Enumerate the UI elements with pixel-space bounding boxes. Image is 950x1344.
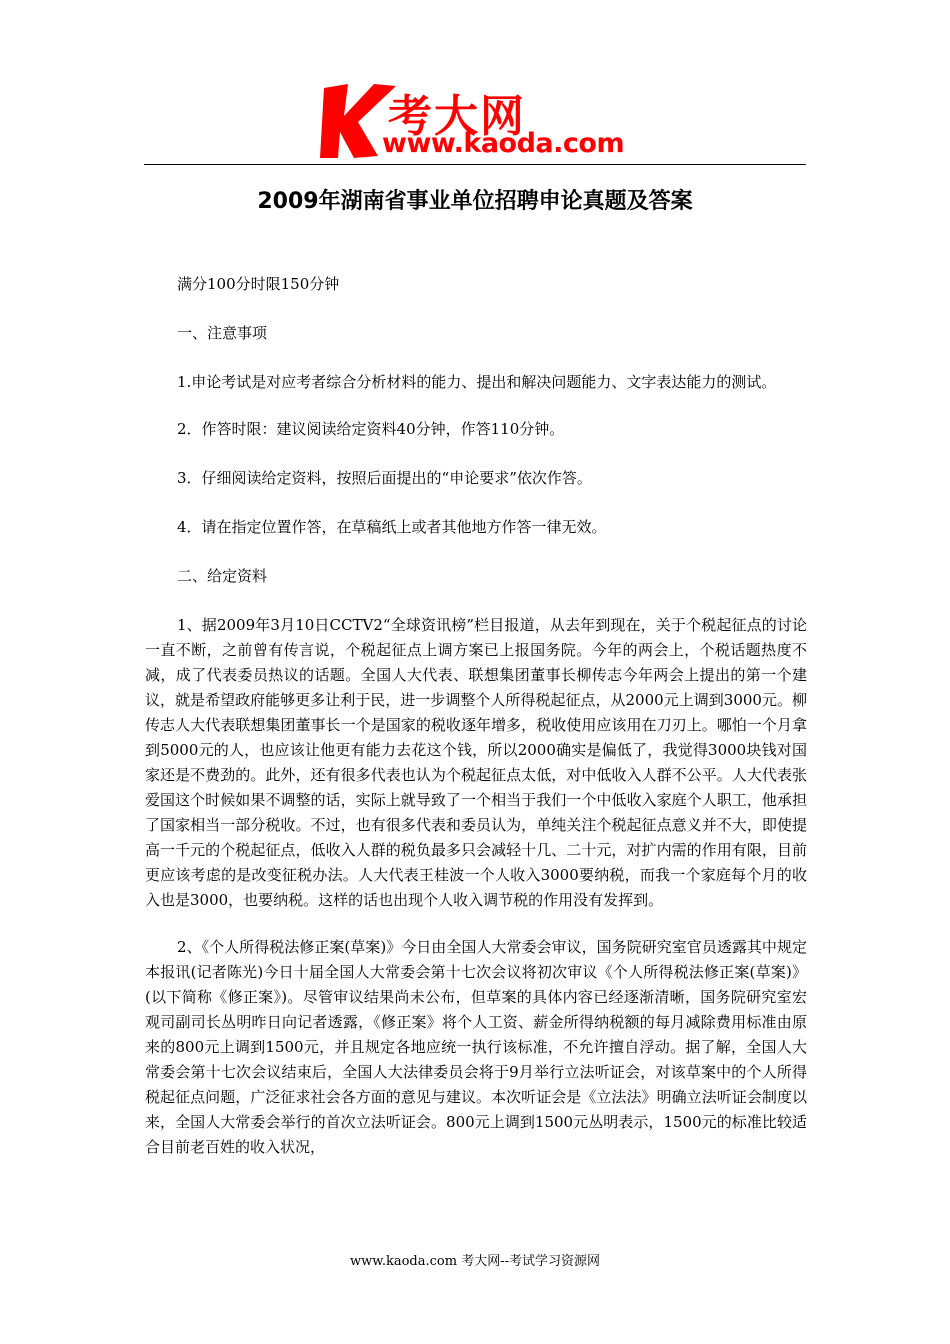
- material-paragraph: 2、《个人所得税法修正案(草案)》今日由全国人大常委会审议，国务院研究室官员透露其中规定本报讯(记者陈光)今日十届全国人大常委会第十七次会议将初次审议《个人所得税法修正案(草案)》(以下简称《修正案》)。尽管审议结果尚未公布，但草案的具体内容已经逐渐清晰，国务院研究室宏观司副司长丛明昨日向记者透露，《修正案》将个人工资、薪金所得纳税额的每月减除费用标准由原来的800元上调到1500元，并且规定各地应统一执行该标准，不允许擅自浮动。据了解，全国人大常委会第十七次会议结束后，全国人大法律委员会将于9月举行立法听证会，对该草案中的个人所得税起征点问题，广泛征求社会各方面的意见与建议。本次听证会是《立法法》明确立法听证会制度以来，全国人大常委会举行的首次立法听证会。800元上调到1500元丛明表示，1500元的标准比较适合目前老百姓的收入状况，: [145, 938, 807, 1156]
- notice-item: 2．作答时限：建议阅读给定资料40分钟，作答110分钟。: [177, 420, 565, 438]
- logo-text: 考大网: [388, 91, 526, 142]
- document-body: [145, 272, 807, 1182]
- page-footer[interactable]: www.kaoda.com 考大网--考试学习资源网: [350, 1254, 600, 1269]
- notice-item: 1.申论考试是对应考者综合分析材料的能力、提出和解决问题能力、文字表达能力的测试。: [177, 373, 777, 391]
- section-heading: 一、注意事项: [177, 324, 268, 342]
- page-title: 2009年湖南省事业单位招聘申论真题及答案: [257, 189, 693, 214]
- section-heading: 二、给定资料: [177, 567, 268, 585]
- logo[interactable]: [318, 78, 648, 162]
- logo-url: www.kaoda.com: [382, 128, 625, 159]
- exam-info: 满分100分时限150分钟: [177, 275, 340, 293]
- notice-item: 4．请在指定位置作答，在草稿纸上或者其他地方作答一律无效。: [177, 518, 607, 536]
- material-paragraph: 1、据2009年3月10日CCTV2“全球资讯榜”栏目报道，从去年到现在，关于个税起征点的讨论一直不断，之前曾有传言说，个税起征点上调方案已上报国务院。今年的两会上，个税话题热度不减，成了代表委员热议的话题。全国人大代表、联想集团董事长柳传志今年两会上提出的第一个建议，就是希望政府能够更多让利于民，进一步调整个人所得税起征点，从2000元上调到3000元。柳传志人大代表联想集团董事长一个是国家的税收逐年增多，税收使用应该用在刀刃上。哪怕一个月拿到5000元的人，也应该让他更有能力去花这个钱，所以2000确实是偏低了，我觉得3000块钱对国家还是不费劲的。此外，还有很多代表也认为个税起征点太低，对中低收入人群不公平。人大代表张爱国这个时候如果不调整的话，实际上就导致了一个相当于我们一个中低收入家庭个人职工，他承担了国家相当一部分税收。不过，也有很多代表和委员认为，单纯关注个税起征点意义并不大，即使提高一千元的个税起征点，低收入人群的税负最多只会减轻十几、二十元，对扩内需的作用有限，目前更应该考虑的是改变征税办法。人大代表王桂波一个人收入3000要纳税，而我一个家庭每个月的收入也是3000，也要纳税。这样的话也出现个人收入调节税的作用没有发挥到。: [145, 616, 807, 909]
- notice-item: 3．仔细阅读给定资料，按照后面提出的“申论要求”依次作答。: [177, 469, 592, 487]
- header-divider: [144, 164, 806, 165]
